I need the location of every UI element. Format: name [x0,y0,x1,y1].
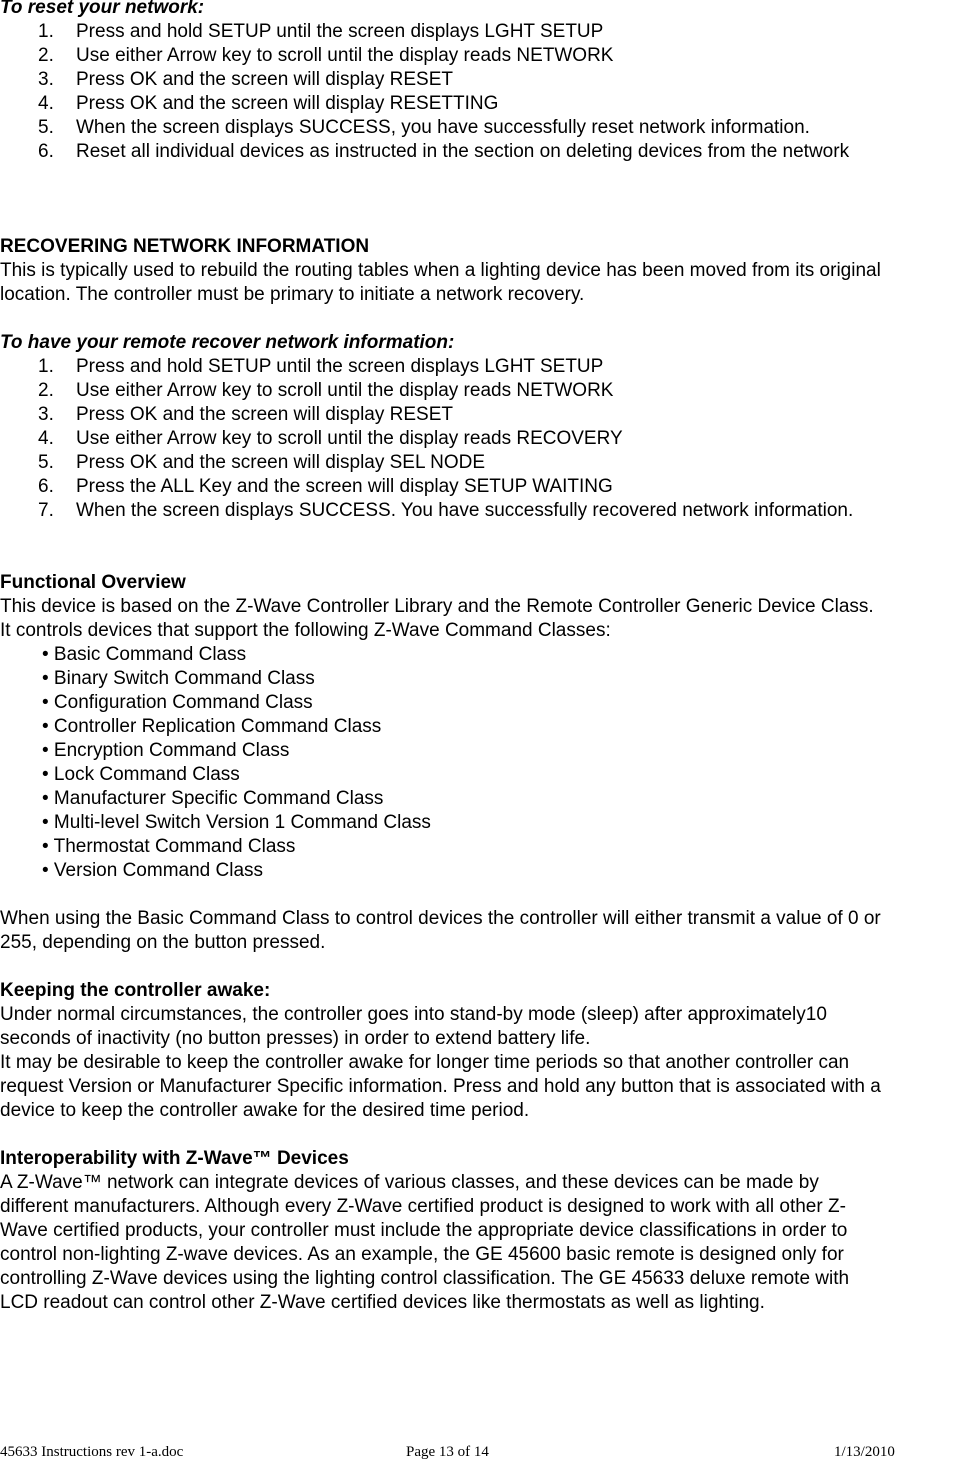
interop-line: controlling Z-Wave devices using the lighting control classification. The GE 45633 deluxe remote with [0,1268,850,1289]
step-number: 6. [38,476,54,497]
recover-subheading: To have your remote recover network information: [0,332,455,353]
awake-line: device to keep the controller awake for the desired time period. [0,1100,530,1121]
recovering-heading: RECOVERING NETWORK INFORMATION [0,236,370,257]
step-number: 3. [38,404,54,425]
step-text: Press OK and the screen will display SEL NODE [76,452,486,473]
step-number: 1. [38,21,54,42]
footer-filename: 45633 Instructions rev 1-a.doc [0,1444,184,1460]
step-text: Use either Arrow key to scroll until the display reads NETWORK [76,380,614,401]
functional-intro-line: This device is based on the Z-Wave Controller Library and the Remote Controller Generic Device Class. [0,596,874,617]
interop-line: Wave certified products, your controller must include the appropriate device classifications in order to [0,1220,848,1241]
list-item: • Basic Command Class [42,644,247,665]
step-text: When the screen displays SUCCESS, you have successfully reset network information. [76,117,810,138]
step-text: Use either Arrow key to scroll until the display reads NETWORK [76,45,614,66]
list-item: • Binary Switch Command Class [42,668,315,689]
step-number: 4. [38,93,54,114]
functional-intro-line: It controls devices that support the following Z-Wave Command Classes: [0,620,611,641]
step-number: 5. [38,117,54,138]
step-number: 7. [38,500,54,521]
interop-line: different manufacturers. Although every Z-Wave certified product is designed to work with all other Z- [0,1196,846,1217]
functional-heading: Functional Overview [0,572,186,593]
interop-line: A Z-Wave™ network can integrate devices of various classes, and these devices can be made by [0,1172,819,1193]
step-number: 1. [38,356,54,377]
recovering-paragraph-line: This is typically used to rebuild the routing tables when a lighting device has been moved from its original [0,260,881,281]
step-text: Use either Arrow key to scroll until the display reads RECOVERY [76,428,623,449]
awake-line: Under normal circumstances, the controller goes into stand-by mode (sleep) after approximately10 [0,1004,827,1025]
step-text: Press OK and the screen will display RESET [76,69,453,90]
step-number: 5. [38,452,54,473]
recovering-paragraph-line: location. The controller must be primary to initiate a network recovery. [0,284,585,305]
awake-line: It may be desirable to keep the controller awake for longer time periods so that another controller can [0,1052,850,1073]
step-text: Press OK and the screen will display RESET [76,404,453,425]
list-item: • Version Command Class [42,860,264,881]
list-item: • Configuration Command Class [42,692,313,713]
step-text: Reset all individual devices as instructed in the section on deleting devices from the network [76,141,850,162]
step-text: Press and hold SETUP until the screen displays LGHT SETUP [76,21,604,42]
footer-date: 1/13/2010 [834,1444,895,1460]
step-number: 3. [38,69,54,90]
basic-class-line: 255, depending on the button pressed. [0,932,326,953]
list-item: • Thermostat Command Class [42,836,296,857]
list-item: • Lock Command Class [42,764,240,785]
interop-heading: Interoperability with Z-Wave™ Devices [0,1148,349,1169]
step-number: 4. [38,428,54,449]
step-text: Press the ALL Key and the screen will display SETUP WAITING [76,476,613,497]
basic-class-line: When using the Basic Command Class to control devices the controller will either transmit a value of 0 or [0,908,881,929]
list-item: • Controller Replication Command Class [42,716,382,737]
list-item: • Encryption Command Class [42,740,290,761]
step-number: 2. [38,380,54,401]
reset-heading: To reset your network: [0,0,205,18]
list-item: • Multi-level Switch Version 1 Command Class [42,812,431,833]
step-text: Press and hold SETUP until the screen displays LGHT SETUP [76,356,604,377]
step-number: 6. [38,141,54,162]
awake-line: seconds of inactivity (no button presses) in order to extend battery life. [0,1028,591,1049]
interop-line: control non-lighting Z-wave devices. As an example, the GE 45600 basic remote is designed only for [0,1244,844,1265]
step-number: 2. [38,45,54,66]
interop-line: LCD readout can control other Z-Wave certified devices like thermostats as well as lighting. [0,1292,765,1313]
awake-line: request Version or Manufacturer Specific information. Press and hold any button that is associated with a [0,1076,881,1097]
step-text: Press OK and the screen will display RESETTING [76,93,499,114]
footer-page-number: Page 13 of 14 [406,1444,489,1460]
list-item: • Manufacturer Specific Command Class [42,788,384,809]
awake-heading: Keeping the controller awake: [0,980,271,1001]
step-text: When the screen displays SUCCESS. You have successfully recovered network information. [76,500,854,521]
